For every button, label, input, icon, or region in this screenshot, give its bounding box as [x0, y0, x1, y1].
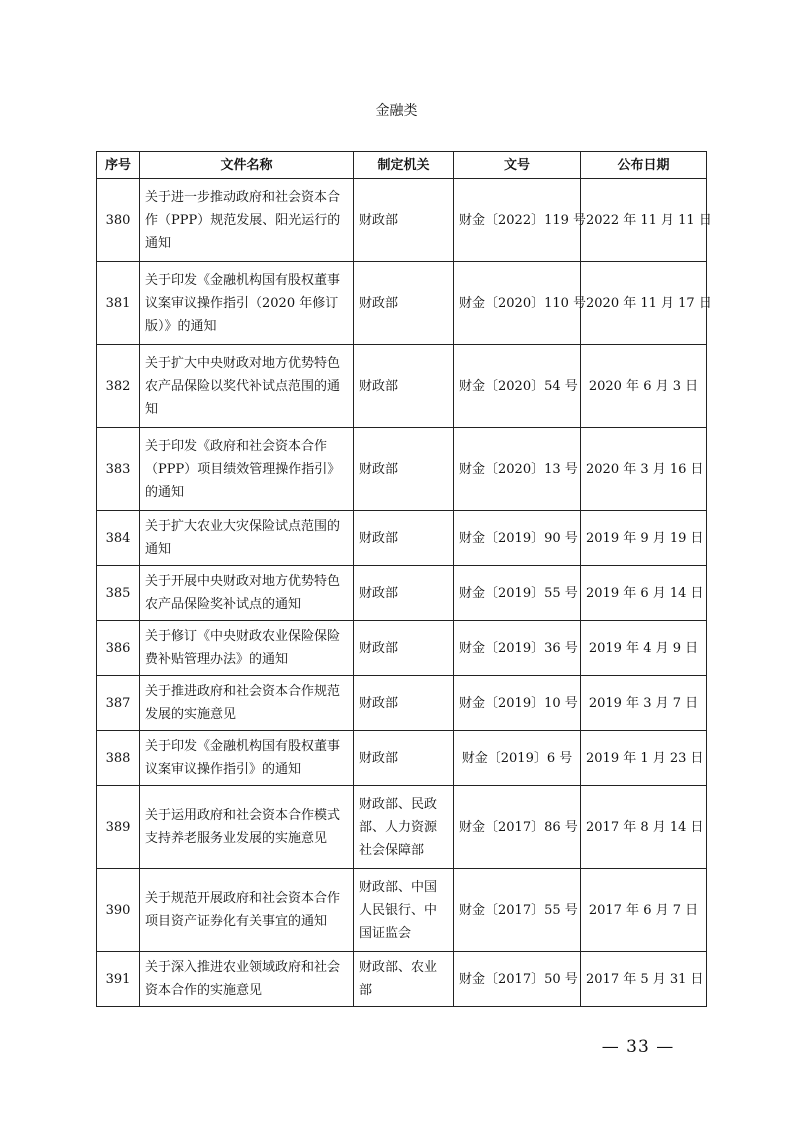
row-publish-date: 2017 年 8 月 14 日: [581, 786, 707, 869]
row-publish-date: 2019 年 4 月 9 日: [581, 621, 707, 676]
row-serial-no: 387: [97, 676, 140, 731]
header-serial-no: 序号: [97, 152, 140, 179]
header-issuing-agency: 制定机关: [354, 152, 454, 179]
row-serial-no: 381: [97, 262, 140, 345]
row-publish-date: 2019 年 9 月 19 日: [581, 511, 707, 566]
row-document-number: 财金〔2019〕10 号: [454, 676, 581, 731]
row-publish-date: 2022 年 11 月 11 日: [581, 179, 707, 262]
row-issuing-agency: 财政部: [354, 621, 454, 676]
row-serial-no: 386: [97, 621, 140, 676]
row-document-title: 关于印发《政府和社会资本合作（PPP）项目绩效管理操作指引》的通知: [140, 428, 354, 511]
row-document-number: 财金〔2020〕54 号: [454, 345, 581, 428]
row-document-number: 财金〔2019〕55 号: [454, 566, 581, 621]
row-publish-date: 2019 年 6 月 14 日: [581, 566, 707, 621]
row-publish-date: 2020 年 6 月 3 日: [581, 345, 707, 428]
header-document-name: 文件名称: [140, 152, 354, 179]
row-document-number: 财金〔2022〕119 号: [454, 179, 581, 262]
row-document-title: 关于印发《金融机构国有股权董事议案审议操作指引》的通知: [140, 731, 354, 786]
row-publish-date: 2020 年 11 月 17 日: [581, 262, 707, 345]
row-serial-no: 389: [97, 786, 140, 869]
table-row: [97, 869, 707, 952]
table-header-row: [97, 152, 707, 179]
row-publish-date: 2019 年 3 月 7 日: [581, 676, 707, 731]
row-issuing-agency: 财政部: [354, 676, 454, 731]
row-serial-no: 390: [97, 869, 140, 952]
row-issuing-agency: 财政部: [354, 511, 454, 566]
table-row: [97, 511, 707, 566]
row-document-title: 关于修订《中央财政农业保险保险费补贴管理办法》的通知: [140, 621, 354, 676]
row-publish-date: 2017 年 6 月 7 日: [581, 869, 707, 952]
row-document-title: 关于扩大中央财政对地方优势特色农产品保险以奖代补试点范围的通知: [140, 345, 354, 428]
row-publish-date: 2019 年 1 月 23 日: [581, 731, 707, 786]
row-document-title: 关于印发《金融机构国有股权董事议案审议操作指引（2020 年修订版）》的通知: [140, 262, 354, 345]
section-title: 金融类: [375, 103, 418, 119]
row-document-title: 关于推进政府和社会资本合作规范发展的实施意见: [140, 676, 354, 731]
table-row: [97, 428, 707, 511]
row-document-title: 关于进一步推动政府和社会资本合作（PPP）规范发展、阳光运行的通知: [140, 179, 354, 262]
table-row: [97, 952, 707, 1007]
header-document-number: 文号: [454, 152, 581, 179]
table-row: [97, 179, 707, 262]
row-issuing-agency: 财政部: [354, 731, 454, 786]
row-serial-no: 382: [97, 345, 140, 428]
row-document-number: 财金〔2020〕13 号: [454, 428, 581, 511]
row-serial-no: 383: [97, 428, 140, 511]
row-issuing-agency: 财政部: [354, 566, 454, 621]
regulations-table: [96, 151, 712, 1007]
table-row: [97, 676, 707, 731]
row-issuing-agency: 财政部: [354, 262, 454, 345]
row-serial-no: 388: [97, 731, 140, 786]
row-issuing-agency: 财政部、民政部、人力资源社会保障部: [354, 786, 454, 869]
row-document-title: 关于深入推进农业领域政府和社会资本合作的实施意见: [140, 952, 354, 1007]
table-row: [97, 731, 707, 786]
row-document-title: 关于扩大农业大灾保险试点范围的通知: [140, 511, 354, 566]
page-number: — 33 —: [601, 1037, 675, 1057]
row-document-title: 关于开展中央财政对地方优势特色农产品保险奖补试点的通知: [140, 566, 354, 621]
row-document-number: 财金〔2017〕86 号: [454, 786, 581, 869]
row-issuing-agency: 财政部: [354, 179, 454, 262]
row-document-title: 关于运用政府和社会资本合作模式支持养老服务业发展的实施意见: [140, 786, 354, 869]
row-issuing-agency: 财政部、中国人民银行、中国证监会: [354, 869, 454, 952]
row-serial-no: 384: [97, 511, 140, 566]
row-issuing-agency: 财政部、农业部: [354, 952, 454, 1007]
table-row: [97, 621, 707, 676]
header-publish-date: 公布日期: [581, 152, 707, 179]
row-issuing-agency: 财政部: [354, 428, 454, 511]
table-row: [97, 566, 707, 621]
row-document-number: 财金〔2020〕110 号: [454, 262, 581, 345]
row-publish-date: 2017 年 5 月 31 日: [581, 952, 707, 1007]
row-serial-no: 391: [97, 952, 140, 1007]
row-serial-no: 385: [97, 566, 140, 621]
row-document-number: 财金〔2019〕90 号: [454, 511, 581, 566]
row-document-number: 财金〔2019〕6 号: [454, 731, 581, 786]
table-row: [97, 262, 707, 345]
row-publish-date: 2020 年 3 月 16 日: [581, 428, 707, 511]
row-document-number: 财金〔2017〕50 号: [454, 952, 581, 1007]
row-document-title: 关于规范开展政府和社会资本合作项目资产证券化有关事宜的通知: [140, 869, 354, 952]
row-issuing-agency: 财政部: [354, 345, 454, 428]
row-serial-no: 380: [97, 179, 140, 262]
table-row: [97, 786, 707, 869]
table-row: [97, 345, 707, 428]
row-document-number: 财金〔2017〕55 号: [454, 869, 581, 952]
row-document-number: 财金〔2019〕36 号: [454, 621, 581, 676]
